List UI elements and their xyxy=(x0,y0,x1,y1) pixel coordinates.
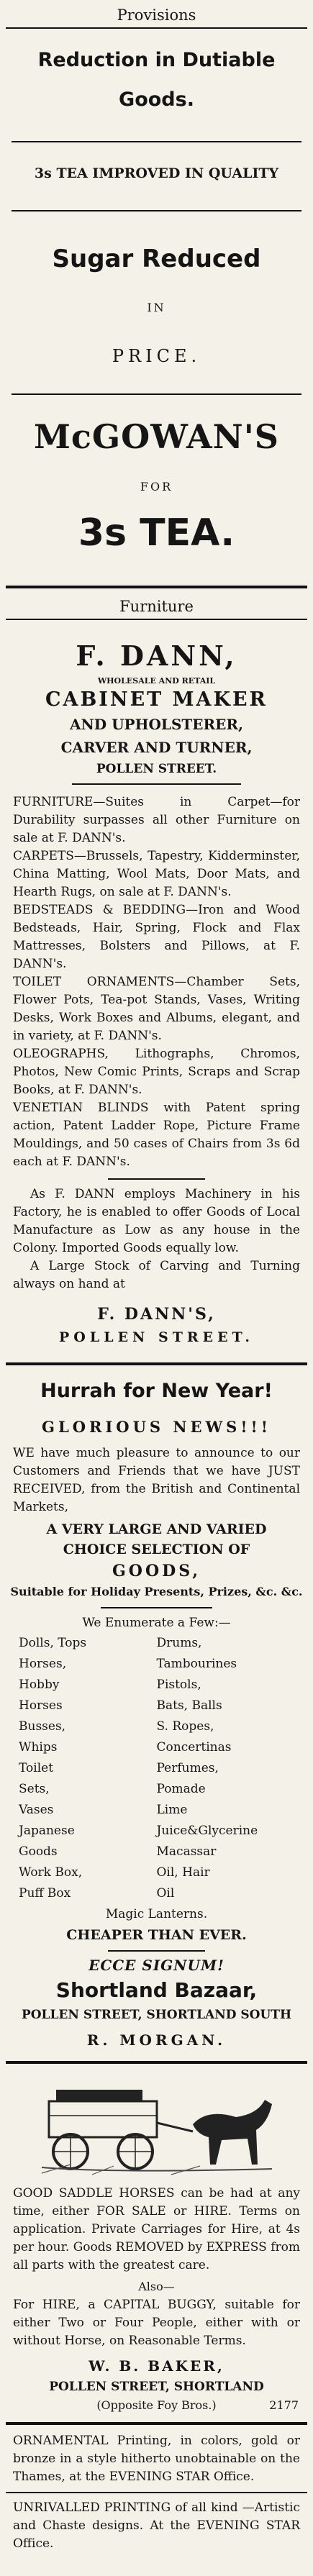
hurrah-heading: Hurrah for New Year! xyxy=(40,1380,273,1402)
large-line2: CHOICE SELECTION OF xyxy=(63,1542,250,1557)
furniture-item: FURNITURE—Suites in Carpet—for Durability surpasses all other Furniture on sale at F. DANN's. xyxy=(13,795,300,845)
section-divider xyxy=(6,1362,307,1365)
list-item: Toilet Sets, Vases xyxy=(19,1761,54,1817)
list-item: Lime Juice&Glycerine xyxy=(156,1803,258,1838)
ad-number: 2177 xyxy=(269,2398,299,2412)
list-item: Macassar Oil, Hair Oil xyxy=(156,1844,217,1901)
furniture-items xyxy=(0,793,313,1171)
divider xyxy=(101,1607,212,1608)
cabinet-maker: CABINET MAKER xyxy=(45,688,268,711)
stock-text: A Large Stock of Carving and Turning always on hand at xyxy=(13,1259,300,1291)
tea-price: 3s TEA. xyxy=(78,511,235,555)
list-item: Horses, Hobby Horses xyxy=(19,1657,67,1713)
divider xyxy=(72,783,241,785)
divider xyxy=(12,141,301,142)
reduction-line2: Goods. xyxy=(119,88,194,111)
baker-street: POLLEN STREET, SHORTLAND xyxy=(49,2380,264,2394)
reduction-line1: Reduction in Dutiable xyxy=(37,49,276,71)
list-item: Busses, Whips xyxy=(19,1719,66,1754)
suitable-text: Suitable for Holiday Presents, Prizes, &c. &c. xyxy=(10,1585,303,1598)
furniture-item: BEDSTEADS & BEDDING—Iron and Wood Bedsteads, Hair, Spring, Flock and Flax Mattresses, Bolsters and Pillows, at F. DANN's. xyxy=(13,903,300,971)
list-item: S. Ropes, Concertinas xyxy=(156,1719,232,1754)
unrivalled-printing-text: UNRIVALLED PRINTING of all kind —Artistic and Chaste designs. At the EVENING STAR Office. xyxy=(13,2500,300,2551)
tea-improved: 3s TEA IMPROVED IN QUALITY xyxy=(34,165,279,181)
provisions-heading: Provisions xyxy=(6,3,307,29)
enumerate-text: We Enumerate a Few:— xyxy=(82,1616,231,1630)
dann-name: F. DANN, xyxy=(76,640,237,672)
intro-text: WE have much pleasure to announce to our Customers and Friends that we have JUST RECEIVED, from the British and Continental Markets, xyxy=(13,1446,300,1514)
shortland-bazaar: Shortland Bazaar, xyxy=(55,1978,258,2002)
also-text: Also— xyxy=(138,2280,175,2293)
mcgowans: McGOWAN'S xyxy=(33,417,280,456)
furniture-item: VENETIAN BLINDS with Patent spring action, Patent Ladder Rope, Picture Frame Mouldings, and 50 cases of Chairs from 3s 6d each at F. DANN's. xyxy=(13,1101,300,1169)
list-item: Drums, Tambourines xyxy=(156,1636,237,1671)
furniture-item: CARPETS—Brussels, Tapestry, Kidderminster, China Matting, Wool Mats, Door Mats, and Hearth Rugs, on sale at F. DANN's. xyxy=(13,849,300,899)
section-divider xyxy=(6,586,307,588)
ecce-signum: ECCE SIGNUM! xyxy=(89,1957,224,1974)
list-item: Work Box, Puff Box xyxy=(19,1865,83,1901)
upholsterer: AND UPHOLSTERER, xyxy=(70,716,243,733)
divider xyxy=(6,2492,307,2493)
dann-sign-name: F. DANN'S, xyxy=(97,1305,216,1324)
horse-wagon-illustration xyxy=(27,2072,286,2180)
magic-lanterns: Magic Lanterns. xyxy=(105,1907,208,1921)
baker-name: W. B. BAKER, xyxy=(89,2357,224,2375)
glorious-news: GLORIOUS NEWS!!! xyxy=(42,1418,271,1436)
large-line1: A VERY LARGE AND VARIED xyxy=(46,1521,267,1537)
saddle-horses-text: GOOD SADDLE HORSES can be had at any time, either FOR SALE or HIRE. Terms on application. Private Carriages for Hire, at 4s per hour. Goods REMOVED by EXPRESS from all parts with the greatest care. xyxy=(13,2186,300,2272)
buggy-text: For HIRE, a CAPITAL BUGGY, suitable for either Two or Four People, either with or without Horse, on Reasonable Terms. xyxy=(13,2298,300,2348)
list-item: Pistols, Bats, Balls xyxy=(156,1678,222,1713)
wholesale-retail: WHOLESALE AND RETAIL xyxy=(97,676,216,686)
opposite-text: (Opposite Foy Bros.) xyxy=(96,2398,217,2412)
dann-sign-street: POLLEN STREET. xyxy=(59,1329,254,1345)
carver-turner: CARVER AND TURNER, xyxy=(60,739,253,756)
list-item: Dolls, Tops xyxy=(19,1636,87,1650)
divider xyxy=(108,1178,205,1180)
for-word: FOR xyxy=(140,480,173,493)
machinery-text: As F. DANN employs Machinery in his Factory, he is enabled to offer Goods of Local Manufacture as Low as any house in the Colony. Imported Goods equally low. xyxy=(13,1187,300,1255)
goods-word: GOODS, xyxy=(112,1562,201,1580)
list-item: Japanese Goods xyxy=(19,1824,75,1859)
ornamental-printing-text: ORNAMENTAL Printing, in colors, gold or bronze in a style hitherto unobtainable on the Thames, at the EVENING STAR Office. xyxy=(13,2434,300,2484)
furniture-heading: Furniture xyxy=(6,594,307,620)
cheaper-text: CHEAPER THAN EVER. xyxy=(66,1927,247,1943)
in-word: IN xyxy=(147,301,166,314)
goods-list-right xyxy=(157,1633,295,1904)
morgan-name: R. MORGAN. xyxy=(86,2031,227,2049)
furniture-item: OLEOGRAPHS, Lithographs, Chromos, Photos, New Comic Prints, Scraps and Scrap Books, at F. DANN's. xyxy=(13,1047,300,1097)
sugar-reduced: Sugar Reduced xyxy=(52,245,261,273)
divider xyxy=(12,210,301,211)
goods-list xyxy=(19,1633,294,1904)
section-divider xyxy=(6,2422,307,2425)
section-divider xyxy=(6,2061,307,2064)
divider xyxy=(12,393,301,395)
furniture-item: TOILET ORNAMENTS—Chamber Sets, Flower Pots, Tea-pot Stands, Vases, Writing Desks, Work Boxes and Albums, elegant, and in variety, at F. DANN's. xyxy=(13,975,300,1043)
dann-street: POLLEN STREET. xyxy=(96,762,217,776)
goods-list-left xyxy=(19,1633,157,1904)
price-word: PRICE. xyxy=(112,346,201,366)
bazaar-street: POLLEN STREET, SHORTLAND SOUTH xyxy=(21,2008,292,2022)
divider xyxy=(108,1950,205,1952)
list-item: Perfumes, Pomade xyxy=(156,1761,219,1796)
opposite-line xyxy=(0,2396,313,2415)
